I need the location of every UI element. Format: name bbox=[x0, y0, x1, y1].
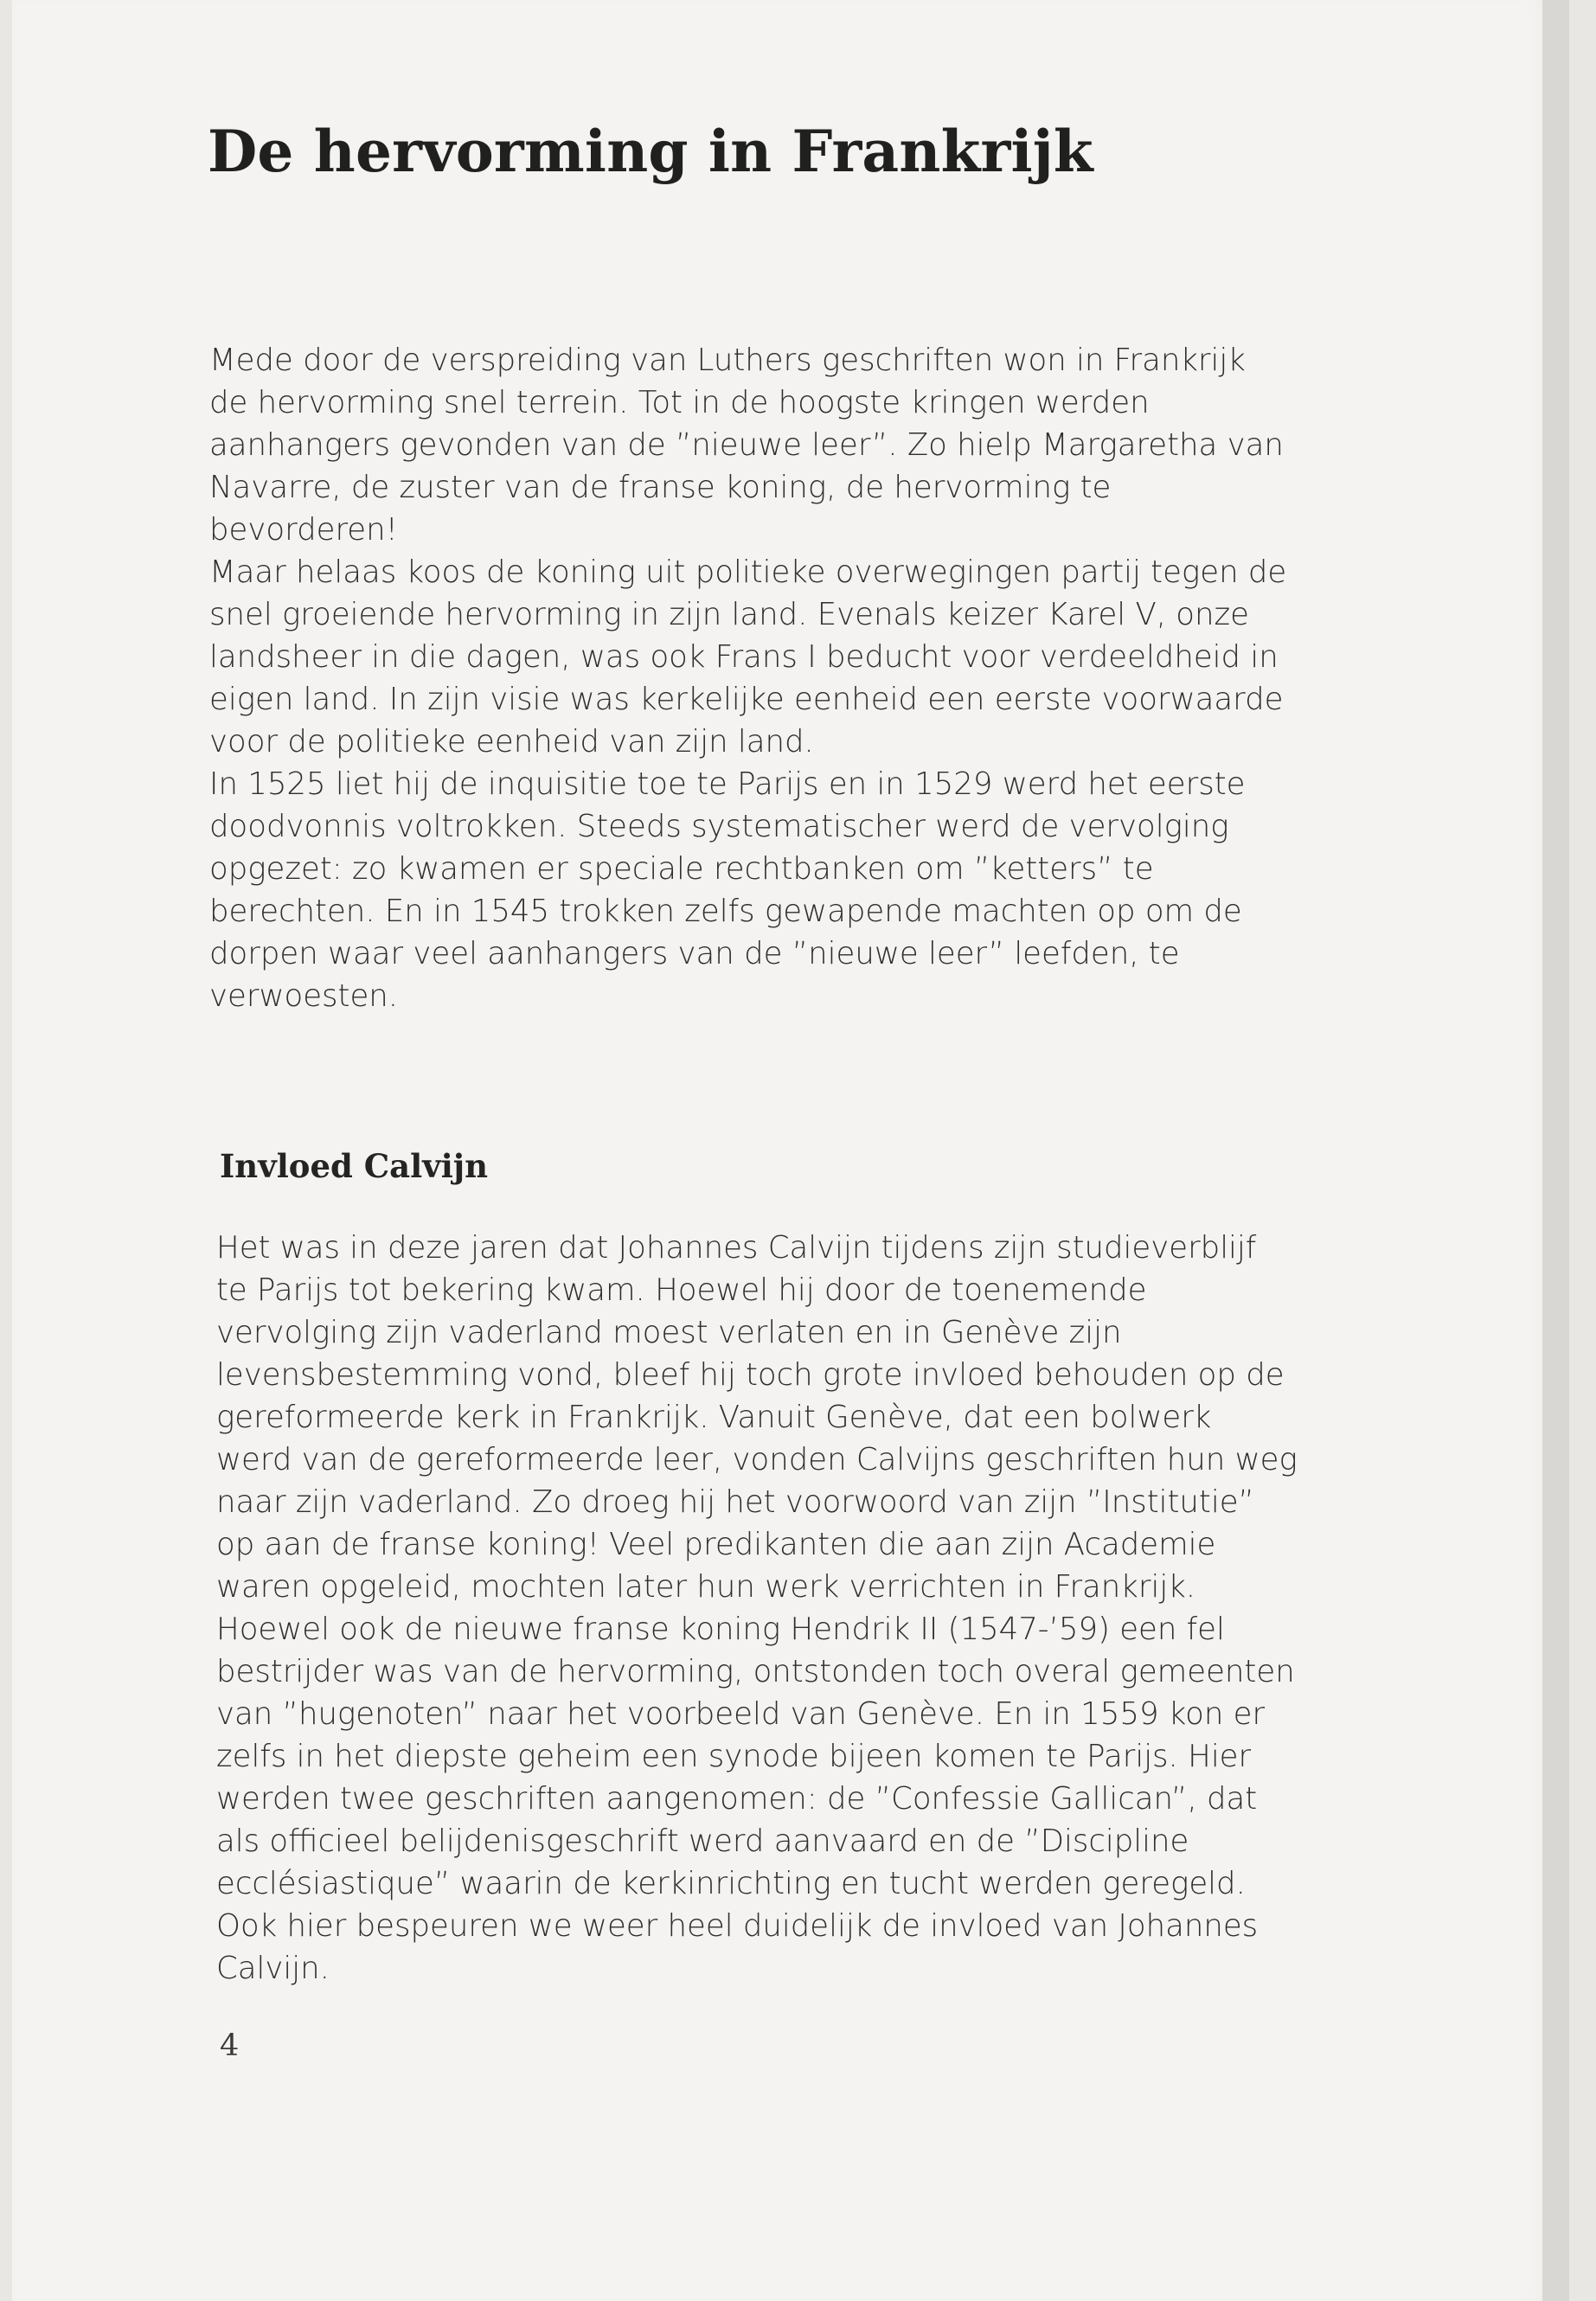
text-line: naar zijn vaderland. Zo droeg hij het voorwoord van zijn ”Institutie” bbox=[216, 1484, 1254, 1520]
text-line: ecclésiastique” waarin de kerkinrichting en tucht werden geregeld. bbox=[216, 1866, 1246, 1901]
text-line: Navarre, de zuster van de franse koning, de hervorming te bbox=[209, 470, 1112, 505]
text-line: snel groeiende hervorming in zijn land. Evenals keizer Karel V, onze bbox=[209, 597, 1249, 632]
text-line: bevorderen! bbox=[209, 512, 398, 548]
text-line: als officieel belijdenisgeschrift werd aanvaard en de ”Discipline bbox=[216, 1823, 1189, 1859]
text-line: Calvijn. bbox=[216, 1951, 330, 1986]
body-section-1 bbox=[209, 339, 1472, 1017]
page-edge bbox=[1542, 0, 1569, 2301]
text-line: verwoesten. bbox=[209, 978, 399, 1014]
text-line: Hoewel ook de nieuwe franse koning Hendrik II (1547-’59) een fel bbox=[216, 1612, 1225, 1647]
text-line: te Parijs tot bekering kwam. Hoewel hij door de toenemende bbox=[216, 1272, 1147, 1308]
page-number: 4 bbox=[220, 2029, 240, 2063]
text-line: op aan de franse koning! Veel predikanten die aan zijn Academie bbox=[216, 1527, 1216, 1562]
text-line: Maar helaas koos de koning uit politieke overwegingen partij tegen de bbox=[209, 554, 1287, 590]
text-line: eigen land. In zijn visie was kerkelijke eenheid een eerste voorwaarde bbox=[209, 682, 1284, 717]
text-line: Mede door de verspreiding van Luthers geschriften won in Frankrijk bbox=[209, 343, 1246, 378]
text-line: de hervorming snel terrein. Tot in de hoogste kringen werden bbox=[209, 385, 1150, 420]
text-line: vervolging zijn vaderland moest verlaten en in Genève zijn bbox=[216, 1315, 1122, 1350]
document-page bbox=[12, 0, 1569, 2301]
text-line: opgezet: zo kwamen er speciale rechtbanken om ”ketters” te bbox=[209, 851, 1154, 887]
text-line: In 1525 liet hij de inquisitie toe te Parijs en in 1529 werd het eerste bbox=[209, 766, 1246, 802]
body-section-2 bbox=[216, 1227, 1479, 1990]
text-line: voor de politieke eenheid van zijn land. bbox=[209, 724, 814, 760]
text-line: van ”hugenoten” naar het voorbeeld van Genève. En in 1559 kon er bbox=[216, 1696, 1266, 1732]
text-line: Het was in deze jaren dat Johannes Calvijn tijdens zijn studieverblijf bbox=[216, 1230, 1257, 1266]
text-line: Ook hier bespeuren we weer heel duidelijk de invloed van Johannes bbox=[216, 1908, 1259, 1944]
text-line: aanhangers gevonden van de ”nieuwe leer”. Zo hielp Margaretha van bbox=[209, 427, 1284, 463]
text-line: landsheer in die dagen, was ook Frans I beducht voor verdeeldheid in bbox=[209, 639, 1279, 675]
text-line: gereformeerde kerk in Frankrijk. Vanuit Genève, dat een bolwerk bbox=[216, 1400, 1212, 1435]
text-line: dorpen waar veel aanhangers van de ”nieuwe leer” leefden, te bbox=[209, 936, 1180, 971]
section-heading: Invloed Calvijn bbox=[220, 1147, 489, 1185]
text-line: waren opgeleid, mochten later hun werk verrichten in Frankrijk. bbox=[216, 1569, 1196, 1605]
page-title: De hervorming in Frankrijk bbox=[208, 118, 1093, 185]
text-line: berechten. En in 1545 trokken zelfs gewapende machten op om de bbox=[209, 894, 1242, 929]
text-line: werd van de gereformeerde leer, vonden Calvijns geschriften hun weg bbox=[216, 1442, 1298, 1477]
text-line: zelfs in het diepste geheim een synode bijeen komen te Parijs. Hier bbox=[216, 1739, 1252, 1774]
text-line: werden twee geschriften aangenomen: de ”Confessie Gallican”, dat bbox=[216, 1781, 1258, 1817]
text-line: doodvonnis voltrokken. Steeds systematischer werd de vervolging bbox=[209, 809, 1229, 844]
text-line: levensbestemming vond, bleef hij toch grote invloed behouden op de bbox=[216, 1357, 1285, 1393]
text-line: bestrijder was van de hervorming, ontstonden toch overal gemeenten bbox=[216, 1654, 1295, 1689]
